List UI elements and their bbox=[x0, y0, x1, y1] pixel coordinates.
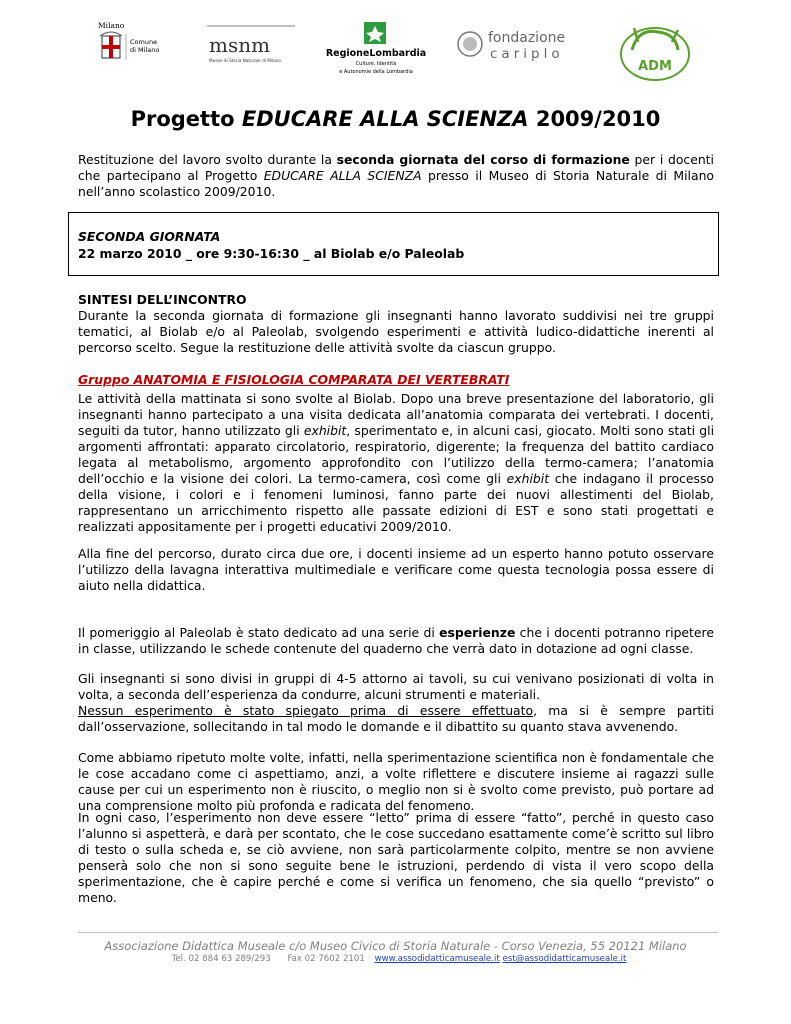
group-heading bbox=[78, 372, 714, 388]
paragraph-lavagna: Alla fine del percorso, durato circa due ore, i docenti insieme ad un esperto hanno potuto osservare l’utilizzo della lavagna interattiva multimediale e verificare come questa tecnologia possa essere di aiuto nella didattica. bbox=[78, 546, 714, 593]
paragraph-biolab bbox=[78, 391, 714, 535]
session-details: 22 marzo 2010 _ ore 9:30-16:30 _ al Biolab e/o Paleolab bbox=[78, 246, 465, 261]
fondazione-cariplo-logo bbox=[456, 20, 580, 70]
msnm-sub: Museo di Storia Naturale di Milano bbox=[209, 58, 281, 63]
paragraph-paleolab bbox=[78, 625, 714, 657]
intro-paragraph bbox=[78, 152, 714, 200]
p1-italic-2: exhibit bbox=[506, 471, 550, 486]
group-heading-text: Gruppo ANATOMIA E FISIOLOGIA COMPARATA DEI VERTEBRATI bbox=[78, 372, 510, 387]
regione-sub2: e Autonomie della Lombardia bbox=[339, 69, 413, 75]
regione-sub1: Culture, Identità bbox=[355, 61, 397, 67]
milano-line1: Comune bbox=[130, 38, 158, 46]
title-suffix: 2009/2010 bbox=[528, 107, 661, 131]
paragraph-gruppi bbox=[78, 671, 714, 735]
footer-website-link[interactable]: www.assodidatticamuseale.it bbox=[374, 954, 500, 964]
footer-tel: Tel. 02 884 63 289/293 bbox=[171, 954, 271, 964]
title-project: EDUCARE ALLA SCIENZA bbox=[241, 107, 529, 131]
comune-di-milano-logo bbox=[96, 20, 174, 70]
regione-lombardia-logo bbox=[326, 20, 426, 78]
sintesi-paragraph: Durante la seconda giornata di formazione gli insegnanti hanno lavorato suddivisi nei tre gruppi tematici, al Biolab e/o al Paleolab, svolgendo esperimenti e attività ludico-didattiche inerenti al percorso scelto. Segue la restituzione delle attività svolte da ciascun gruppo. bbox=[78, 308, 714, 355]
adm-text: ADM bbox=[638, 59, 672, 74]
p4-text-2: , ma si è sempre partiti dall’osservazione, sollecitando in tal modo le domande e il dibattito su quanto stava avvenendo. bbox=[78, 703, 715, 734]
logo-strip bbox=[0, 20, 791, 82]
adm-logo bbox=[618, 20, 692, 82]
intro-text-3: presso il Museo di Storia Naturale di Milano nell’anno scolastico 2009/2010. bbox=[78, 168, 715, 199]
milano-line2: di Milano bbox=[130, 46, 160, 54]
cariplo-line2: cariplo bbox=[490, 46, 564, 62]
p1-italic-1: exhibit bbox=[303, 423, 347, 438]
intro-text-1: Restituzione del lavoro svolto durante la bbox=[78, 152, 337, 167]
paragraph-esperimento: In ogni caso, l’esperimento non deve essere “letto” prima di essere “fatto”, perché in questo caso l’alunno si aspetterà, e darà per scontato, che le cose succedano esattamente come’è scritto sul libro di testo o sulla scheda e, se ciò avviene, non sarà particolarmente colpito, mentre se non avviene penserà solo che non si sono seguite bene le istruzioni, perdendo di vista il vero scopo della sperimentazione, che è capire perché e come si verifica un fenomeno, che sia quello “previsto” o meno. bbox=[78, 810, 714, 905]
footer-address: Associazione Didattica Museale c/o Museo Civico di Storia Naturale - Corso Venezia, 55 20121 Milano bbox=[104, 939, 687, 953]
title-prefix: Progetto bbox=[130, 107, 242, 131]
footer-divider bbox=[78, 932, 718, 933]
intro-bold: seconda giornata del corso di formazione bbox=[336, 152, 630, 167]
p1-text-3: che indagano il processo della visione, i colori e i fenomeni luminosi, fanno parte dei nuovi allestimenti del Biolab, rappresentano un arricchimento rispetto alle passate edizioni di EST e sono stati progettati e realizzati appositamente per i progetti educativi 2009/2010. bbox=[78, 471, 714, 534]
regione-name: RegioneLombardia bbox=[326, 48, 426, 59]
footer-contacts bbox=[0, 954, 791, 965]
p4-text-1: Gli insegnanti si sono divisi in gruppi di 4-5 attorno ai tavoli, su cui venivano posizionati di volta in volta, a seconda dell’esperienza da condurre, alcuni strumenti e materiali. bbox=[78, 671, 714, 702]
intro-italic: EDUCARE ALLA SCIENZA bbox=[263, 168, 422, 183]
session-box bbox=[68, 212, 719, 276]
p1-text-2: , sperimentato e, in alcuni casi, giocato. Molti sono stati gli argomenti affrontati: apparato circolatorio, respiratorio, digerente; la frequenza del battito cardiaco legata al metabolismo, argomento approfondito con l’utilizzo della termo-camera; l’anatomia dell’occhio e la visione dei colori. La termo-camera, così come gli bbox=[78, 423, 715, 486]
p4-underlined: Nessun esperimento è stato spiegato prima di essere effettuato bbox=[78, 703, 534, 718]
msnm-logo bbox=[205, 20, 297, 70]
p3-bold: esperienze bbox=[439, 625, 516, 640]
p3-text-2: che i docenti potranno ripetere in classe, utilizzando le schede contenute del quaderno che verrà dato in dotazione ad ogni classe. bbox=[78, 625, 714, 656]
intro-text-2: per i docenti che partecipano al Progetto bbox=[78, 152, 714, 183]
p3-text-1: Il pomeriggio al Paleolab è stato dedicato ad una serie di bbox=[78, 625, 440, 640]
footer-email-link[interactable]: est@assodidatticamuseale.it bbox=[502, 954, 627, 964]
session-title: SECONDA GIORNATA bbox=[78, 229, 221, 244]
msnm-mark: msnm bbox=[209, 33, 271, 57]
milano-word: Milano bbox=[98, 21, 125, 30]
sintesi-heading: SINTESI DELL’INCONTRO bbox=[78, 292, 247, 307]
p1-text-1: Le attività della mattinata si sono svolte al Biolab. Dopo una breve presentazione del laboratorio, gli insegnanti hanno partecipato a una visita dedicata all’anatomia comparata dei vertebrati. I docenti, seguiti da tutor, hanno utilizzato gli bbox=[78, 391, 714, 438]
footer-fax: Fax 02 7602 2101 bbox=[287, 954, 365, 964]
cariplo-line1: fondazione bbox=[488, 30, 566, 46]
page-title bbox=[0, 104, 791, 134]
paragraph-sperimentazione: Come abbiamo ripetuto molte volte, infatti, nella sperimentazione scientifica non è fondamentale che le cose accadano come ci aspettiamo, anzi, a volte riflettere e discutere insieme ai ragazzi sulle cause per cui un esperimento non è riuscito, o meglio non si è svolto come previsto, può portare ad una comprensione molto più profonda e radicata del fenomeno. bbox=[78, 750, 714, 813]
